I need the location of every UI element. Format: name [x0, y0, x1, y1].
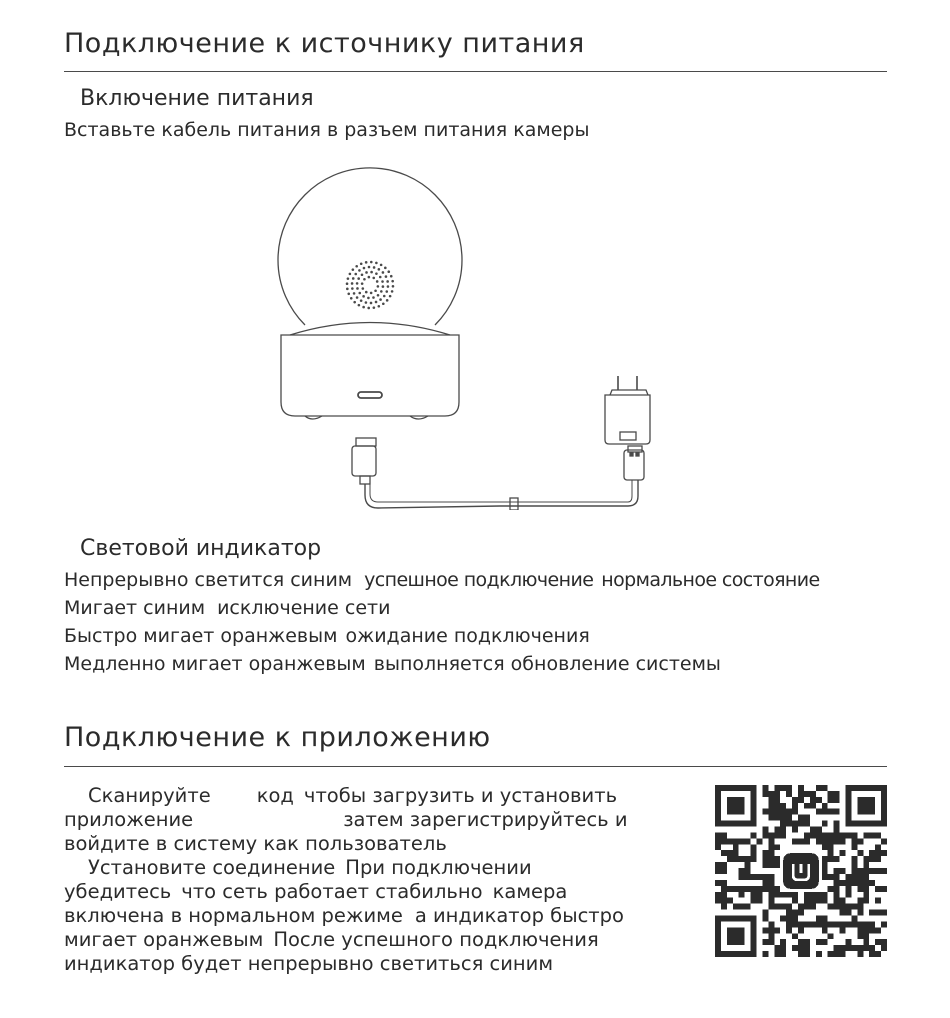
indicator-state: Медленно мигает оранжевым	[64, 653, 366, 675]
section-divider	[64, 766, 887, 767]
section-title-app: Подключение к приложению	[64, 722, 491, 753]
connect-text: Установите соединение	[88, 856, 336, 879]
indicator-state: Непрерывно светится синим	[64, 569, 353, 591]
scan-word: Сканируйте	[88, 784, 211, 807]
indicator-extra: нормальное состояние	[601, 569, 820, 591]
indicator-row	[64, 625, 590, 647]
indicator-meaning: исключение сети	[217, 597, 391, 619]
scan-text: чтобы загрузить и установить	[303, 784, 618, 807]
indicator-state: Быстро мигает оранжевым	[64, 625, 338, 647]
section-divider	[64, 71, 887, 72]
connect-text: камера	[492, 880, 568, 903]
indicator-row	[64, 653, 721, 675]
power-adapter-icon	[605, 395, 650, 444]
subheading-indicator: Световой индикатор	[80, 536, 322, 561]
scan-word: код	[256, 784, 294, 807]
indicator-state: Мигает синим	[64, 597, 206, 619]
scan-instructions	[64, 784, 704, 976]
connect-text: При подключении	[345, 856, 532, 879]
connect-text: что сеть работает стабильно	[181, 880, 483, 903]
section-title-power: Подключение к источнику питания	[64, 28, 585, 59]
scan-text: войдите в систему как пользователь	[64, 832, 447, 855]
indicator-meaning: выполняется обновление системы	[373, 653, 721, 675]
connect-text: мигает оранжевым	[64, 928, 264, 951]
plug-tip	[356, 438, 376, 446]
connect-text: а индикатор быстро	[414, 904, 624, 927]
connect-text: включена в нормальном режиме	[64, 904, 403, 927]
qr-code[interactable]	[715, 785, 887, 957]
adapter-plug	[624, 450, 644, 480]
connect-text: убедитесь	[64, 880, 172, 903]
plug-head	[352, 446, 376, 476]
camera-base	[281, 335, 459, 416]
camera-power-illustration	[260, 150, 660, 510]
indicator-meaning: ожидание подключения	[345, 625, 590, 647]
connect-text: После успешного подключения	[273, 928, 599, 951]
indicator-row	[64, 569, 820, 591]
usb-port	[358, 392, 382, 398]
subheading-power-on: Включение питания	[80, 86, 314, 111]
indicator-row	[64, 597, 390, 619]
scan-word: приложение	[64, 808, 194, 831]
connect-text: индикатор будет непрерывно светиться синим	[64, 952, 554, 975]
indicator-meaning: успешное подключение	[364, 569, 594, 591]
speaker-grille-icon	[346, 261, 395, 310]
scan-text: затем зарегистрируйтесь и	[343, 808, 628, 831]
camera-sphere	[278, 168, 462, 325]
power-instruction: Вставьте кабель питания в разъем питания камеры	[64, 119, 590, 141]
power-cable	[365, 480, 638, 508]
